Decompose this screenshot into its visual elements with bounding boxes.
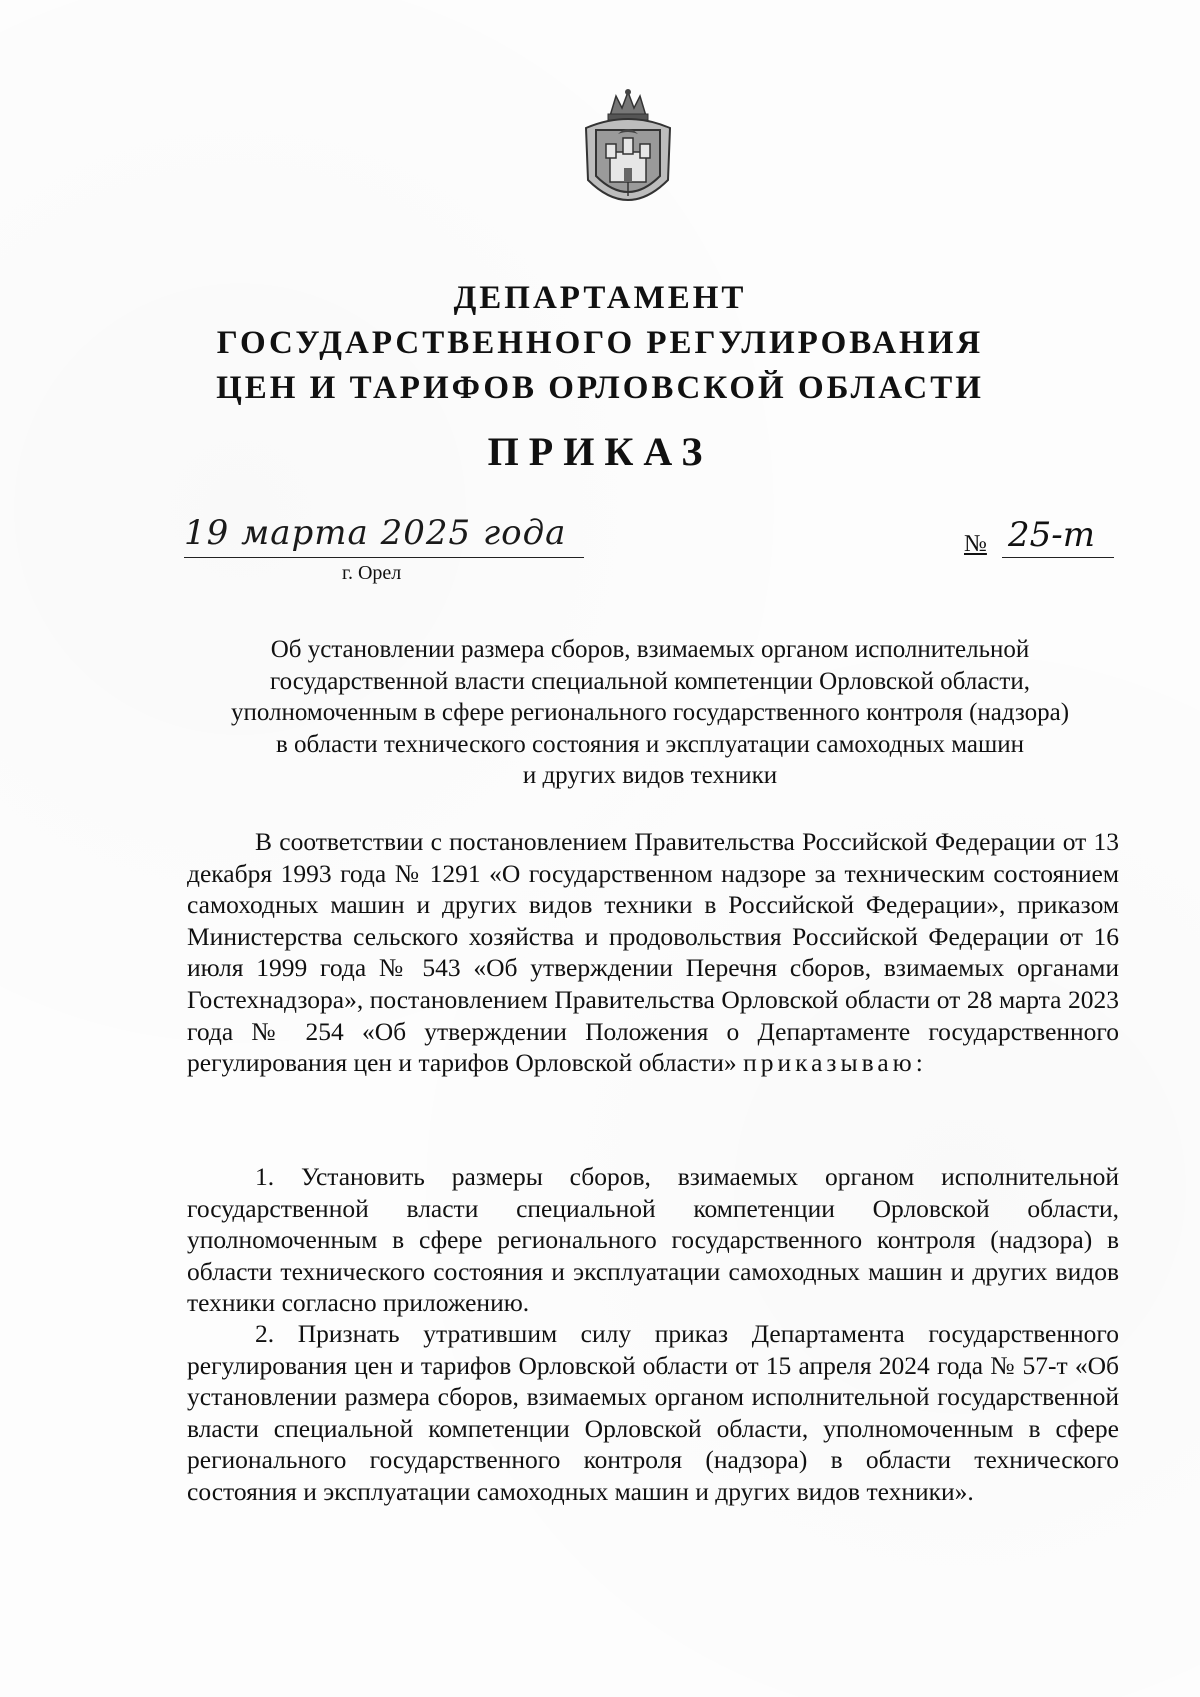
number-underline [1002, 557, 1114, 558]
handwritten-date: 19 марта 2025 года [184, 513, 567, 553]
number-sign: № [964, 531, 987, 557]
document-number-block [964, 513, 1114, 563]
order-command: приказываю: [743, 1048, 927, 1078]
header-line-1: ДЕПАРТАМЕНТ [453, 280, 747, 316]
department-header [0, 276, 1200, 411]
document-subject [180, 634, 1120, 792]
subject-line-3: уполномоченным в сфере регионального государственного контроля (надзора) [230, 699, 1070, 726]
city-label: г. Орел [342, 562, 402, 584]
coat-of-arms-emblem [580, 88, 676, 218]
date-underline [184, 557, 584, 558]
date-block [184, 513, 584, 603]
document-type-title: ПРИКАЗ [487, 429, 713, 474]
header-line-2: ГОСУДАРСТВЕННОГО РЕГУЛИРОВАНИЯ [216, 325, 984, 361]
subject-line-2: государственной власти специальной компетенции Орловской области, [270, 667, 1030, 695]
order-item-1: 1. Установить размеры сборов, взимаемых органом исполнительной государственной власти специальной компетенции Орловской области, уполномоченным в сфере регионального государственного контроля (надзора) в области технического состояния и эксплуатации самоходных машин и других видов техники согласно приложению. [187, 1162, 1119, 1318]
preamble-paragraph [187, 826, 1119, 1079]
order-item-2: 2. Признать утратившим силу приказ Департамента государственного регулирования цен и тарифов Орловской области от 15 апреля 2024 года № 57-т «Об установлении размера сборов, взимаемых органом исполнительной государственной власти специальной компетенции Орловской области, уполномоченным в сфере регионального государственного контроля (надзора) в области технического состояния и эксплуатации самоходных машин и других видов техники». [187, 1319, 1119, 1506]
handwritten-number: 25-т [1008, 515, 1095, 555]
header-line-3: ЦЕН И ТАРИФОВ ОРЛОВСКОЙ ОБЛАСТИ [216, 370, 984, 406]
preamble-text: В соответствии с постановлением Правительства Российской Федерации от 13 декабря 1993 года № 1291 «О государственном надзоре за техническим состоянием самоходных машин и других видов техники в Российской Федерации», приказом Министерства сельского хозяйства и продовольствия Российской Федерации от 16 июля 1999 года № 543 «Об утверждении Перечня сборов, взимаемых органами Гостехнадзора», постановлением Правительства Орловской области от 28 марта 2023 года № 254 «Об утверждении Положения о Департаменте государственного регулирования цен и тарифов Орловской области» [187, 827, 1119, 1078]
subject-line-1: Об установлении размера сборов, взимаемых органом исполнительной [270, 636, 1030, 663]
subject-line-4: в области технического состояния и эксплуатации самоходных машин [276, 730, 1024, 758]
subject-line-5: и других видов техники [522, 762, 778, 789]
